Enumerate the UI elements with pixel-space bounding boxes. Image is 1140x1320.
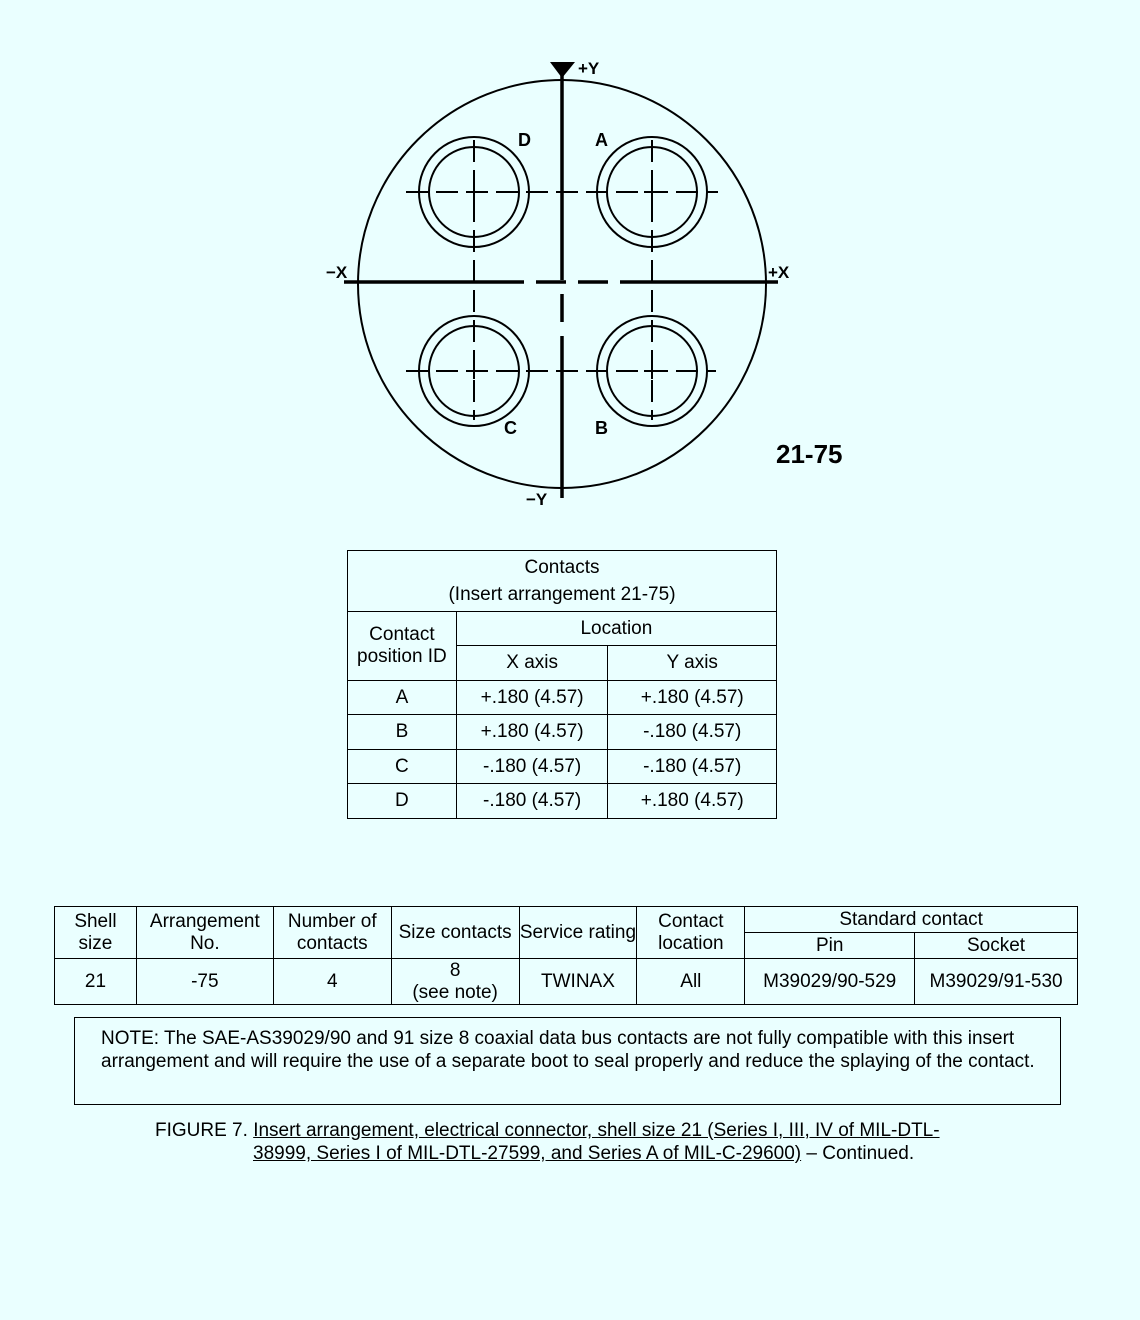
- contact-id: B: [348, 715, 457, 750]
- caption-prefix: FIGURE 7.: [155, 1120, 254, 1141]
- contact-y: -.180 (4.57): [608, 715, 777, 750]
- note-box: [74, 1017, 1061, 1105]
- table-row: [348, 784, 777, 819]
- cell-socket: M39029/91-530: [915, 959, 1078, 1005]
- size-note: (see note): [412, 981, 498, 1003]
- header-pin: Pin: [745, 933, 915, 959]
- axis-label-plus-x: +X: [768, 263, 790, 282]
- position-label-d: D: [518, 130, 531, 150]
- header-x-axis: X axis: [456, 646, 608, 681]
- contact-x: +.180 (4.57): [456, 715, 608, 750]
- position-label-c: C: [504, 418, 517, 438]
- cell-contact-location: All: [637, 959, 745, 1005]
- cell-number-of-contacts: 4: [273, 959, 391, 1005]
- contact-y: +.180 (4.57): [608, 784, 777, 819]
- header-location: Location: [456, 612, 776, 646]
- header-standard-contact: Standard contact: [745, 907, 1078, 933]
- contact-id: A: [348, 681, 457, 715]
- header-service-rating: Service rating: [519, 907, 637, 959]
- cell-size-contacts: [391, 959, 519, 1005]
- polarization-key-icon: [550, 62, 575, 78]
- table-row: [55, 959, 1078, 1005]
- insert-arrangement-diagram: [0, 0, 1140, 520]
- position-label-b: B: [595, 418, 608, 438]
- cell-service-rating: TWINAX: [519, 959, 637, 1005]
- cell-arrangement-no: -75: [136, 959, 273, 1005]
- figure-caption: [155, 1119, 995, 1165]
- axis-label-minus-y: −Y: [526, 490, 548, 509]
- table-row: [348, 715, 777, 750]
- axis-label-plus-y: +Y: [578, 59, 600, 78]
- table-row: [348, 681, 777, 715]
- header-size-contacts: Size contacts: [391, 907, 519, 959]
- spec-table: [54, 906, 1078, 1005]
- header-shell-size: Shell size: [55, 907, 137, 959]
- contacts-title-line1: Contacts: [524, 557, 600, 578]
- caption-title-part2: 38999, Series I of MIL-DTL-27599, and Series A of MIL-C-29600): [253, 1143, 802, 1164]
- contacts-title-line2: (Insert arrangement 21-75): [448, 584, 676, 605]
- contact-x: +.180 (4.57): [456, 681, 608, 715]
- header-y-axis: Y axis: [608, 646, 777, 681]
- axis-label-minus-x: −X: [326, 263, 348, 282]
- header-arrangement-no: Arrangement No.: [136, 907, 273, 959]
- header-contact-position-id: Contact position ID: [348, 612, 457, 681]
- table-row: [348, 750, 777, 784]
- cell-shell-size: 21: [55, 959, 137, 1005]
- contact-y: +.180 (4.57): [608, 681, 777, 715]
- caption-title-part1: Insert arrangement, electrical connector, shell size 21 (Series I, III, IV of MIL-DTL-: [253, 1120, 940, 1141]
- arrangement-label: 21-75: [776, 439, 843, 469]
- note-text: NOTE: The SAE-AS39029/90 and 91 size 8 coaxial data bus contacts are not fully compatible with this insert arrangement and will require the use of a separate boot to seal properly and reduce the splaying of the contact.: [101, 1028, 1035, 1072]
- contact-x: -.180 (4.57): [456, 750, 608, 784]
- cell-pin: M39029/90-529: [745, 959, 915, 1005]
- header-contact-location: Contact location: [637, 907, 745, 959]
- contacts-table-title: [348, 551, 777, 612]
- contact-id: D: [348, 784, 457, 819]
- header-number-of-contacts: Number of contacts: [273, 907, 391, 959]
- contact-id: C: [348, 750, 457, 784]
- position-label-a: A: [595, 130, 608, 150]
- contact-y: -.180 (4.57): [608, 750, 777, 784]
- contact-x: -.180 (4.57): [456, 784, 608, 819]
- size-value: 8: [449, 959, 461, 981]
- header-socket: Socket: [915, 933, 1078, 959]
- caption-suffix: – Continued.: [801, 1143, 915, 1164]
- contacts-table: [347, 550, 777, 819]
